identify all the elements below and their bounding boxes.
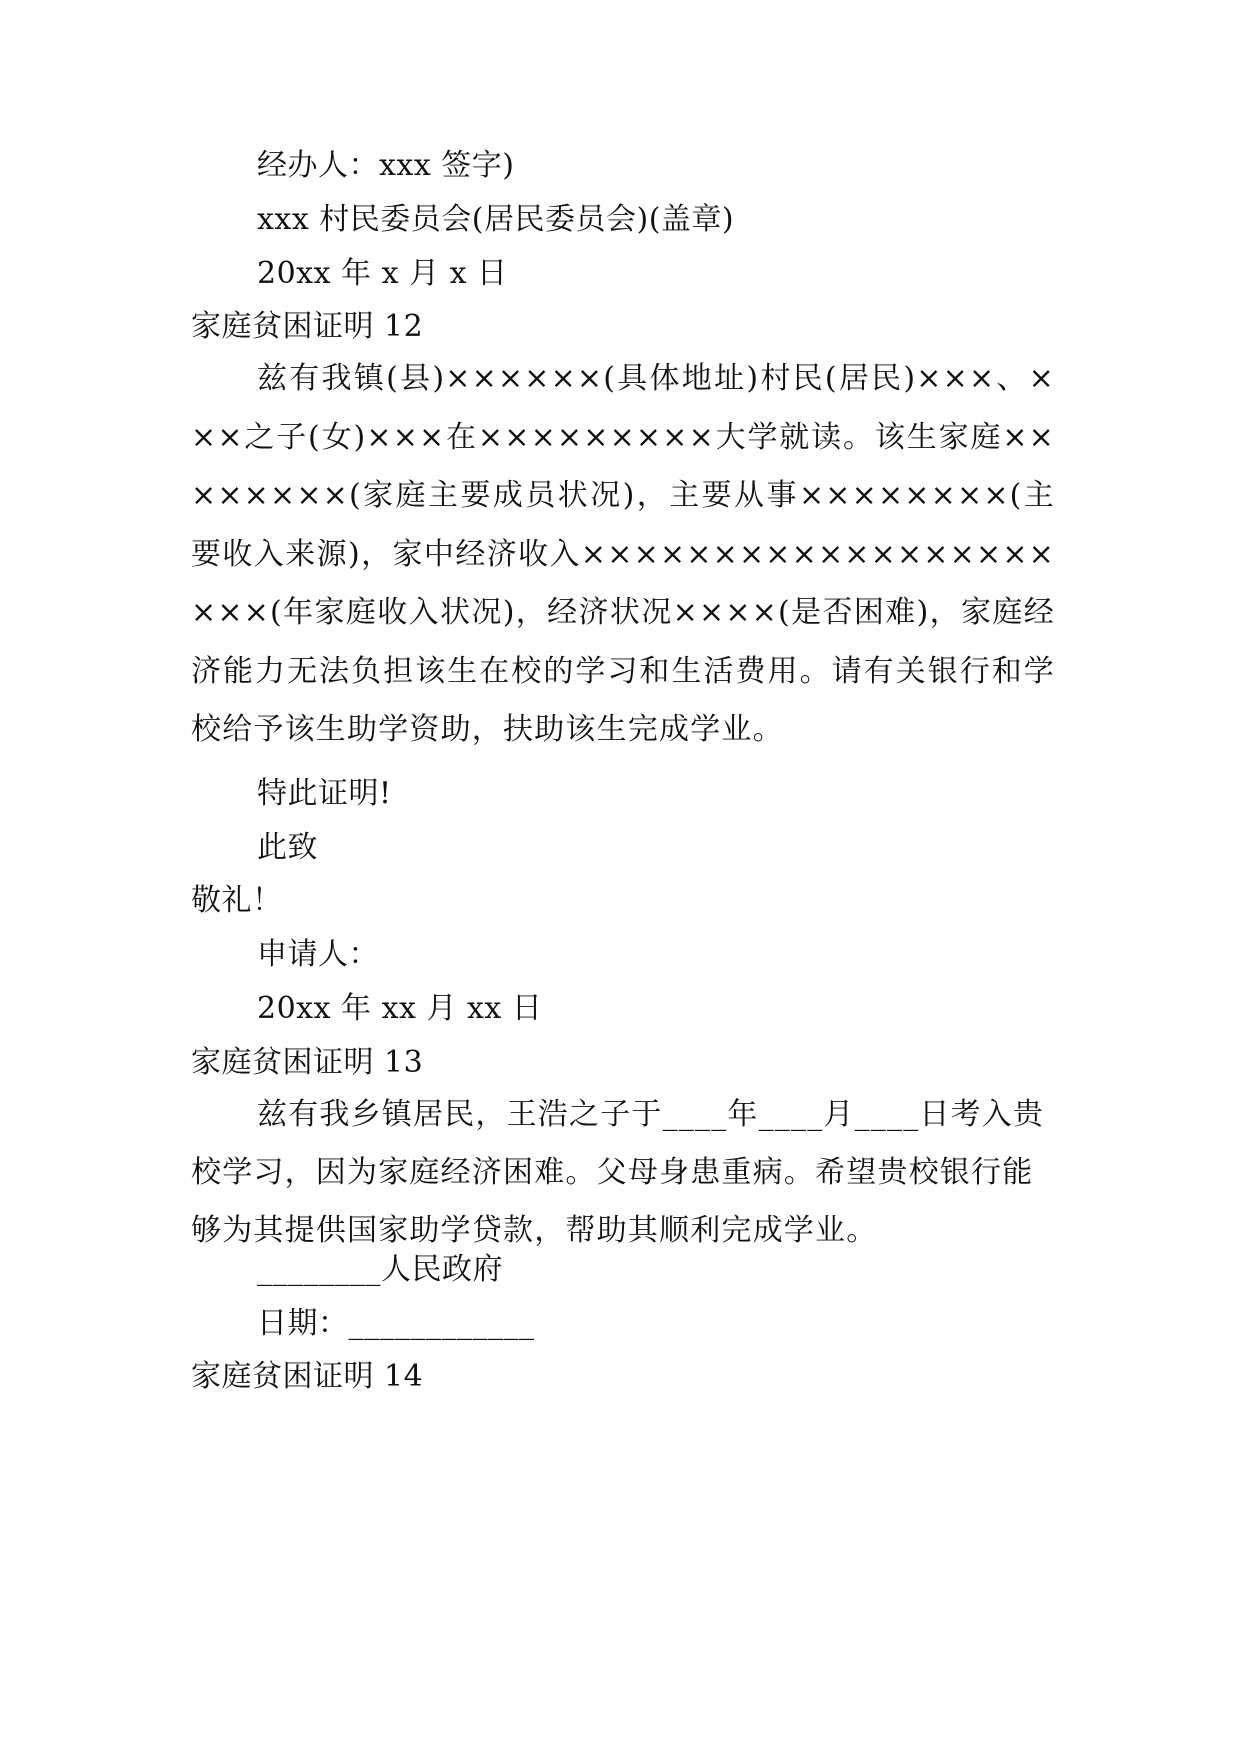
applicant-line: 申请人：	[257, 937, 379, 972]
paragraph-12: 兹有我镇(县)××××××(具体地址)村民(居民)×××、×××之子(女)×××在×××××××××大学就读。该生家庭××××××××(家庭主要成员状况)，主要从事××××××××(主要收入来源)，家中经济收入×××××××××××××××××××××(年家庭收入状况)，经济状况××××(是否困难)，家庭经济能力无法负担该生在校的学习和生活费用。请有关银行和学校给予该生助学资助，扶助该生完成学业。	[191, 361, 1055, 747]
salutation-line: 此致	[257, 830, 318, 865]
government-line: ________人民政府	[257, 1252, 503, 1287]
date-line-1: 20xx 年 x 月 x 日	[257, 256, 508, 291]
handler-line: 经办人：xxx 签字)	[257, 148, 515, 183]
date-line-2: 20xx 年 xx 月 xx 日	[257, 991, 543, 1026]
paragraph-13: 兹有我乡镇居民，王浩之子于____年____月____日考入贵校学习，因为家庭经济困难。父母身患重病。希望贵校银行能够为其提供国家助学贷款，帮助其顺利完成学业。	[191, 1097, 1045, 1248]
heading-14: 家庭贫困证明 14	[191, 1359, 424, 1394]
heading-13: 家庭贫困证明 13	[191, 1045, 424, 1080]
date-line-3: 日期：____________	[257, 1306, 535, 1341]
committee-line: xxx 村民委员会(居民委员会)(盖章)	[257, 202, 735, 237]
heading-12: 家庭贫困证明 12	[191, 309, 424, 344]
regards-line: 敬礼！	[191, 883, 283, 918]
certify-line: 特此证明!	[257, 776, 392, 811]
